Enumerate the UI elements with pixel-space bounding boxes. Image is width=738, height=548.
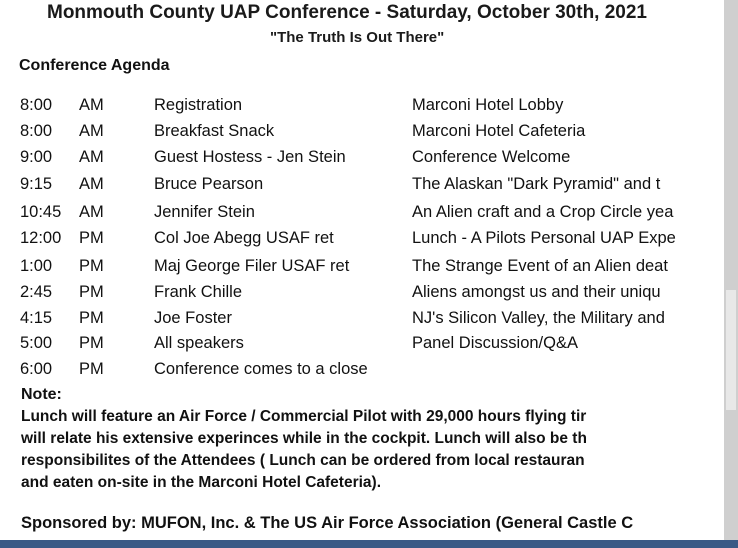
agenda-topic: NJ's Silicon Valley, the Military and <box>412 309 665 327</box>
agenda-time: 4:15 <box>20 309 53 327</box>
agenda-speaker: Registration <box>154 96 243 114</box>
agenda-time: 1:00 <box>20 257 53 275</box>
agenda-speaker: Col Joe Abegg USAF ret <box>154 229 334 247</box>
agenda-time: 8:00 <box>20 96 53 114</box>
sponsor-line: Sponsored by: MUFON, Inc. & The US Air Force Association (General Castle C <box>21 514 634 532</box>
agenda-speaker: All speakers <box>154 334 244 352</box>
agenda-speaker: Bruce Pearson <box>154 175 264 193</box>
agenda-time: 6:00 <box>20 360 53 378</box>
agenda-topic: Marconi Hotel Cafeteria <box>412 122 586 140</box>
agenda-ampm: PM <box>79 309 104 327</box>
agenda-topic: Aliens amongst us and their uniqu <box>412 283 661 301</box>
scrollbar-thumb[interactable] <box>726 290 736 410</box>
note-label: Note: <box>21 386 62 403</box>
agenda-time: 10:45 <box>20 203 62 221</box>
agenda-speaker: Guest Hostess - Jen Stein <box>154 148 346 166</box>
agenda-time: 9:15 <box>20 175 53 193</box>
bottom-edge-bar <box>0 540 738 548</box>
agenda-ampm: AM <box>79 203 104 221</box>
agenda-topic: Conference Welcome <box>412 148 571 166</box>
agenda-ampm: AM <box>79 122 104 140</box>
agenda-ampm: AM <box>79 148 104 166</box>
agenda-time: 8:00 <box>20 122 53 140</box>
agenda-speaker: Breakfast Snack <box>154 122 275 140</box>
agenda-heading: Conference Agenda <box>19 57 170 74</box>
note-line: Lunch will feature an Air Force / Commercial Pilot with 29,000 hours flying tir <box>21 408 587 425</box>
agenda-ampm: PM <box>79 229 104 247</box>
agenda-speaker: Conference comes to a close <box>154 360 368 378</box>
agenda-time: 9:00 <box>20 148 53 166</box>
agenda-topic: Marconi Hotel Lobby <box>412 96 564 114</box>
agenda-ampm: AM <box>79 96 104 114</box>
agenda-ampm: PM <box>79 334 104 352</box>
vertical-scrollbar[interactable] <box>724 0 738 548</box>
page-title: Monmouth County UAP Conference - Saturday, October 30th, 2021 <box>47 2 648 23</box>
page-subtitle: "The Truth Is Out There" <box>270 29 445 46</box>
agenda-topic: Lunch - A Pilots Personal UAP Expe <box>412 229 676 247</box>
agenda-ampm: PM <box>79 283 104 301</box>
agenda-speaker: Maj George Filer USAF ret <box>154 257 350 275</box>
agenda-speaker: Jennifer Stein <box>154 203 255 221</box>
agenda-ampm: AM <box>79 175 104 193</box>
agenda-topic: An Alien craft and a Crop Circle yea <box>412 203 674 221</box>
note-line: will relate his extensive experinces while in the cockpit. Lunch will also be th <box>21 430 587 447</box>
note-line: and eaten on-site in the Marconi Hotel Cafeteria). <box>21 474 382 491</box>
agenda-ampm: PM <box>79 360 104 378</box>
agenda-speaker: Joe Foster <box>154 309 232 327</box>
agenda-topic: Panel Discussion/Q&A <box>412 334 578 352</box>
agenda-time: 5:00 <box>20 334 53 352</box>
agenda-topic: The Alaskan "Dark Pyramid" and t <box>412 175 661 193</box>
agenda-time: 12:00 <box>20 229 62 247</box>
agenda-time: 2:45 <box>20 283 53 301</box>
note-line: responsibilites of the Attendees ( Lunch can be ordered from local restauran <box>21 452 585 469</box>
agenda-speaker: Frank Chille <box>154 283 243 301</box>
agenda-topic: The Strange Event of an Alien deat <box>412 257 668 275</box>
agenda-ampm: PM <box>79 257 104 275</box>
